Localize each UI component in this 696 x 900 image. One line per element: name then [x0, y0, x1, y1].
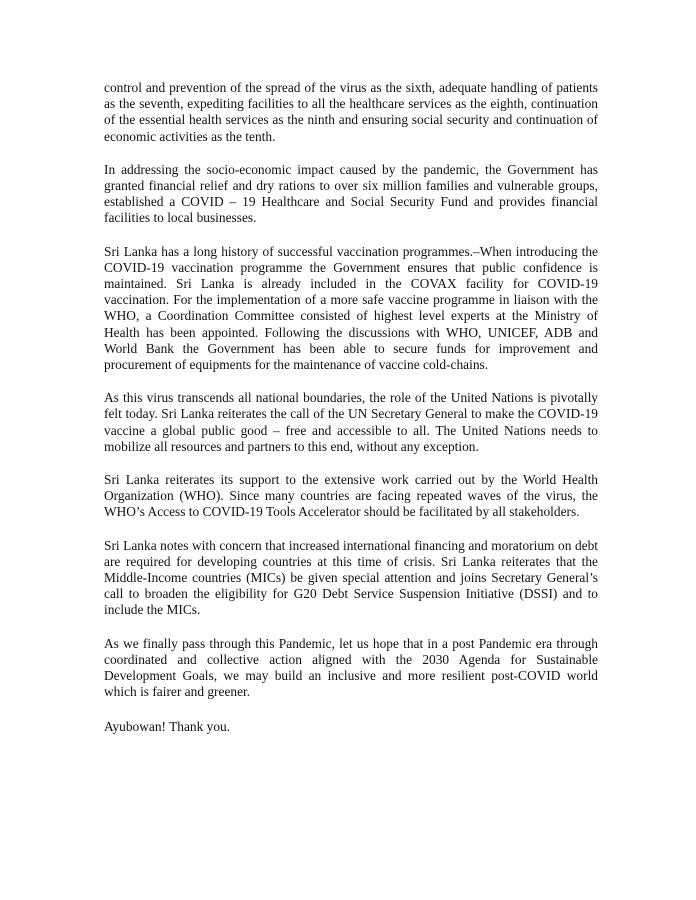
paragraph-debt-financing: Sri Lanka notes with concern that increased international financing and moratorium on debt are required for developing countries at this time of crisis. Sri Lanka reiterates that the Middle-Income countries (MICs) be given special attention and joins Secretary General’s call to broaden the eligibility for G20 Debt Service Suspension Initiative (DSSI) and to include the MICs.	[104, 537, 598, 618]
paragraph-socio-economic-relief: In addressing the socio-economic impact caused by the pandemic, the Government has granted financial relief and dry rations to over six million families and vulnerable groups, established a COVID – 19 Healthcare and Social Security Fund and provides financial facilities to local businesses.	[104, 161, 598, 226]
paragraph-who-support: Sri Lanka reiterates its support to the extensive work carried out by the World Health Organization (WHO). Since many countries are facing repeated waves of the virus, the WHO’s Access to COVID-19 Tools Accelerator should be facilitated by all stakeholders.	[104, 472, 598, 520]
paragraph-vaccination-programme: Sri Lanka has a long history of successful vaccination programmes.–When introducing the COVID-19 vaccination programme the Government ensures that public confidence is maintained. Sri Lanka is already included in the COVAX facility for COVID-19 vaccination. For the implementation of a more safe vaccine programme in liaison with the WHO, a Coordination Committee consisted of highest level experts at the Ministry of Health has been appointed. Following the discussions with WHO, UNICEF, ADB and World Bank the Government has been able to secure funds for improvement and procurement of equipments for the maintenance of vaccine cold-chains.	[104, 243, 598, 373]
document-page	[104, 80, 598, 752]
paragraph-post-pandemic-hope: As we finally pass through this Pandemic, let us hope that in a post Pandemic era through coordinated and collective action aligned with the 2030 Agenda for Sustainable Development Goals, we may build an inclusive and more resilient post-COVID world which is fairer and greener.	[104, 635, 598, 700]
paragraph-united-nations-role: As this virus transcends all national boundaries, the role of the United Nations is pivotally felt today. Sri Lanka reiterates the call of the UN Secretary General to make the COVID-19 vaccine a global public good – free and accessible to all. The United Nations needs to mobilize all resources and partners to this end, without any exception.	[104, 390, 598, 454]
paragraph-health-priorities: control and prevention of the spread of the virus as the sixth, adequate handling of patients as the seventh, expediting facilities to all the healthcare services as the eighth, continuation of the essential health services as the ninth and ensuring social security and continuation of economic activities as the tenth.	[104, 80, 598, 144]
closing-line: Ayubowan! Thank you.	[104, 718, 231, 734]
